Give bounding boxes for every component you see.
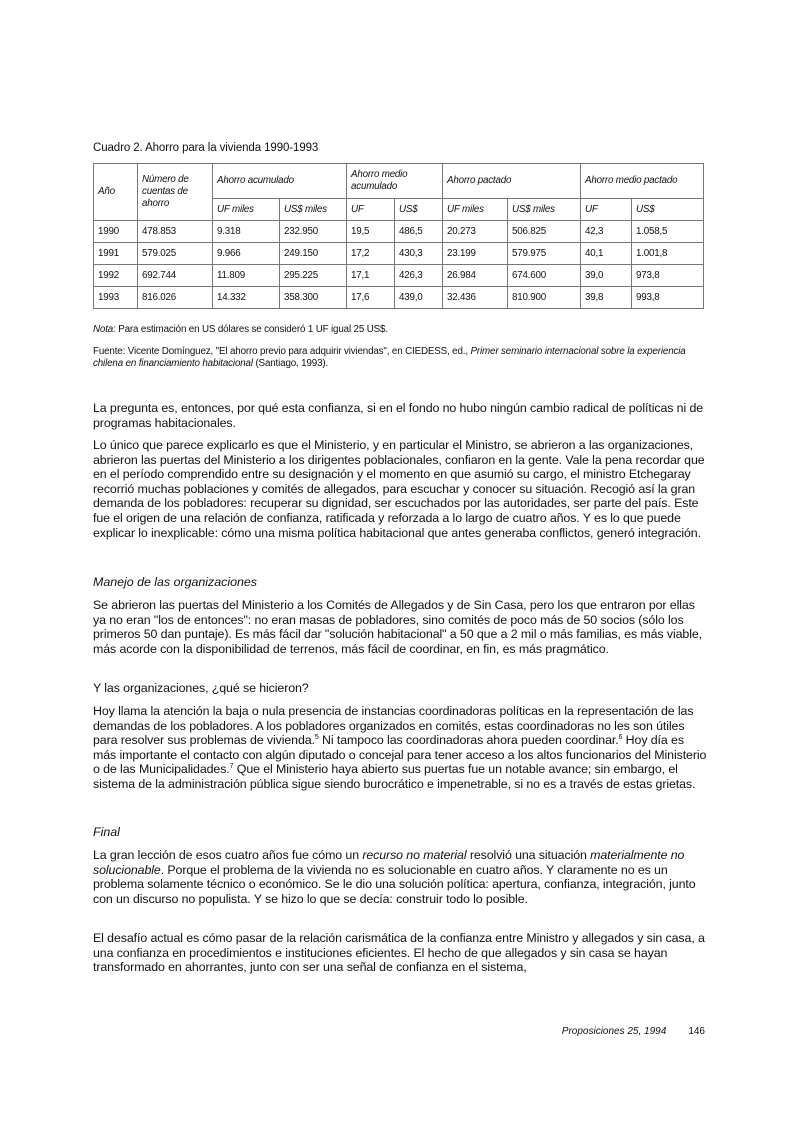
text-run-italic: recurso no material <box>362 848 467 862</box>
section-heading-manejo: Manejo de las organizaciones <box>93 575 257 589</box>
paragraph-4 <box>93 681 710 696</box>
paragraph-5 <box>93 704 710 792</box>
table-cell: 39,8 <box>581 287 632 309</box>
journal-name: Proposiciones 25, 1994 <box>561 1026 667 1037</box>
table-cell: 674.600 <box>508 265 581 287</box>
sub-header: US$ <box>632 199 704 221</box>
table-cell: 506.825 <box>508 221 581 243</box>
paragraph-text: La pregunta es, entonces, por qué esta confianza, si en el fondo no hubo ningún cambio radical de políticas ni de programas habitacionales. <box>93 401 704 430</box>
paragraph-2 <box>93 438 710 540</box>
source-title: Primer seminario internacional sobre la experiencia chilena en financiamiento habitacional <box>93 346 686 369</box>
table-cell: 692.744 <box>138 265 213 287</box>
table-cell: 40,1 <box>581 243 632 265</box>
table-cell: 358.300 <box>280 287 347 309</box>
section-heading-final: Final <box>93 825 120 839</box>
table-cell: 1.058,5 <box>632 221 704 243</box>
col-header-anio: Año <box>94 164 138 221</box>
sub-header: UF <box>581 199 632 221</box>
table-cell: 1992 <box>94 265 138 287</box>
paragraph-text: El desafío actual es cómo pasar de la relación carismática de la confianza entre Ministro y allegados y sin casa, a una confianza en procedimientos e instituciones eficientes. El hecho de que allegados y sin casa se hayan transformado en ahorrantes, junto con ser una señal de confianza en el sistema, <box>93 931 705 975</box>
table-cell: 32.436 <box>443 287 508 309</box>
text-run: Ni tampoco las coordinadoras ahora pueden coordinar. <box>318 733 619 748</box>
source-text: Fuente: Vicente Domínguez, "El ahorro previo para adquirir viviendas", en CIEDESS, ed., <box>93 346 471 357</box>
table-cell: 23.199 <box>443 243 508 265</box>
paragraph-text <box>93 848 710 906</box>
note-text: Para estimación en US dólares se consideró 1 UF igual 25 US$. <box>115 324 388 335</box>
table-cell: 232.950 <box>280 221 347 243</box>
savings-table <box>93 163 704 309</box>
table-cell: 19,5 <box>347 221 395 243</box>
paragraph-text: Y las organizaciones, ¿qué se hicieron? <box>93 681 309 695</box>
table-cell: 486,5 <box>395 221 443 243</box>
table-cell: 42,3 <box>581 221 632 243</box>
footnote-ref: 7 <box>229 763 234 771</box>
table-cell: 9.318 <box>213 221 280 243</box>
table-cell: 973,8 <box>632 265 704 287</box>
table-cell: 1.001,8 <box>632 243 704 265</box>
paragraph-text: Se abrieron las puertas del Ministerio a los Comités de Allegados y de Sin Casa, pero los que entraron por ellas ya no eran "los de entonces": no eran masas de pobladores, sino comités de poco más de 50 socios (sólo los primeros 50 dan puntaje). Es más fácil dar "solución habitacional" a 50 que a 2 mil o más familias, es más viable, más acorde con la disponibilidad de terrenos, más fácil de coordinar, en fin, es más pragmático. <box>93 598 702 656</box>
text-run: . Porque el problema de la vivienda no es solucionable en cuatro años. Y claramente no es un problema solamente técnico o económico. Se le dio una solución política: apertura, confianza, integración, junto con un discurso no populista. Y se hizo lo que se decía: construir todo lo posible. <box>93 862 696 906</box>
sub-header: UF miles <box>443 199 508 221</box>
sub-header: UF miles <box>213 199 280 221</box>
note-label: Nota: <box>93 324 116 335</box>
table-cell: 11.809 <box>213 265 280 287</box>
table-cell: 993,8 <box>632 287 704 309</box>
table-cell: 816.026 <box>138 287 213 309</box>
table-source <box>93 346 708 370</box>
sub-header: US$ miles <box>508 199 581 221</box>
text-run: Que el Ministerio haya abierto sus puertas fue un notable avance; sin embargo, el sistema de la administración pública sigue siendo burocrático e impenetrable, si no es a través de estas grietas. <box>93 762 696 791</box>
group-header-ahorro-acumulado: Ahorro acumulado <box>213 164 347 199</box>
table-cell: 17,6 <box>347 287 395 309</box>
table-cell: 249.150 <box>280 243 347 265</box>
footnote-ref: 5 <box>314 734 319 742</box>
table-cell: 14.332 <box>213 287 280 309</box>
table-row <box>94 243 704 265</box>
group-header-ahorro-medio-pactado: Ahorro medio pactado <box>581 164 704 199</box>
table-cell: 439,0 <box>395 287 443 309</box>
table-cell: 478.853 <box>138 221 213 243</box>
source-end: (Santiago, 1993). <box>252 358 329 369</box>
table-cell: 295.225 <box>280 265 347 287</box>
table-cell: 810.900 <box>508 287 581 309</box>
sub-header: UF <box>347 199 395 221</box>
paragraph-text <box>93 704 710 792</box>
table-cell: 579.975 <box>508 243 581 265</box>
page-footer <box>562 1026 705 1037</box>
group-header-ahorro-pactado: Ahorro pactado <box>443 164 581 199</box>
table-cell: 17,1 <box>347 265 395 287</box>
table-cell: 579.025 <box>138 243 213 265</box>
paragraph-text: Lo único que parece explicarlo es que el Ministerio, y en particular el Ministro, se abrieron a las organizaciones, abrieron las puertas del Ministerio a los dirigentes poblacionales, confiaron en la gente. Vale la pena recordar que en el período comprendido entre su designación y el momento en que asumió su cargo, el ministro Etchegaray recorrió muchas poblaciones y comités de allegados, para escuchar y conocer su situación. Recogió así la gran demanda de los pobladores: recuperar su dignidad, ser escuchados por las autoridades, ser parte del país. Este fue el origen de una relación de confianza, ratificada y reforzada a lo largo de cuatro años. Y es lo que puede explicar lo inexplicable: cómo una misma política habitacional que antes generaba conflictos, generó integración. <box>93 438 705 540</box>
text-run: resolvió una situación <box>466 848 591 862</box>
table-cell: 426,3 <box>395 265 443 287</box>
table-cell: 1993 <box>94 287 138 309</box>
text-run: Hoy día es más importante el contacto con algún diputado o concejal para tener acceso a los altos funcionarios del Ministerio o de las Municipalidades. <box>93 733 707 777</box>
table-cell: 26.984 <box>443 265 508 287</box>
text-run: La gran lección de esos cuatro años fue cómo un <box>93 848 363 862</box>
table-cell: 39,0 <box>581 265 632 287</box>
table-row <box>94 221 704 243</box>
page-number: 146 <box>688 1026 705 1037</box>
sub-header: US$ miles <box>280 199 347 221</box>
col-header-cuentas: Número de cuentas de ahorro <box>138 164 213 221</box>
table-cell: 20.273 <box>443 221 508 243</box>
table-cell: 9.966 <box>213 243 280 265</box>
table-cell: 1991 <box>94 243 138 265</box>
text-run-italic: materialmente no solucionable <box>93 848 685 877</box>
paragraph-7 <box>93 931 710 975</box>
sub-header: US$ <box>395 199 443 221</box>
table-row <box>94 287 704 309</box>
table-row <box>94 265 704 287</box>
group-header-ahorro-medio-acumulado: Ahorro medio acumulado <box>347 164 443 199</box>
table-cell: 430,3 <box>395 243 443 265</box>
table-cell: 1990 <box>94 221 138 243</box>
paragraph-3 <box>93 598 710 656</box>
footnote-ref: 6 <box>618 734 623 742</box>
paragraph-1 <box>93 401 710 430</box>
table-caption: Cuadro 2. Ahorro para la vivienda 1990-1993 <box>93 142 319 154</box>
text-run: Hoy llama la atención la baja o nula presencia de instancias coordinadoras políticas en la representación de las demandas de los pobladores. A los pobladores organizados en comités, estas coordinadoras no les son útiles para resolver sus problemas de vivienda. <box>93 704 694 748</box>
table-cell: 17,2 <box>347 243 395 265</box>
paragraph-6 <box>93 848 710 906</box>
table-note <box>93 324 708 336</box>
